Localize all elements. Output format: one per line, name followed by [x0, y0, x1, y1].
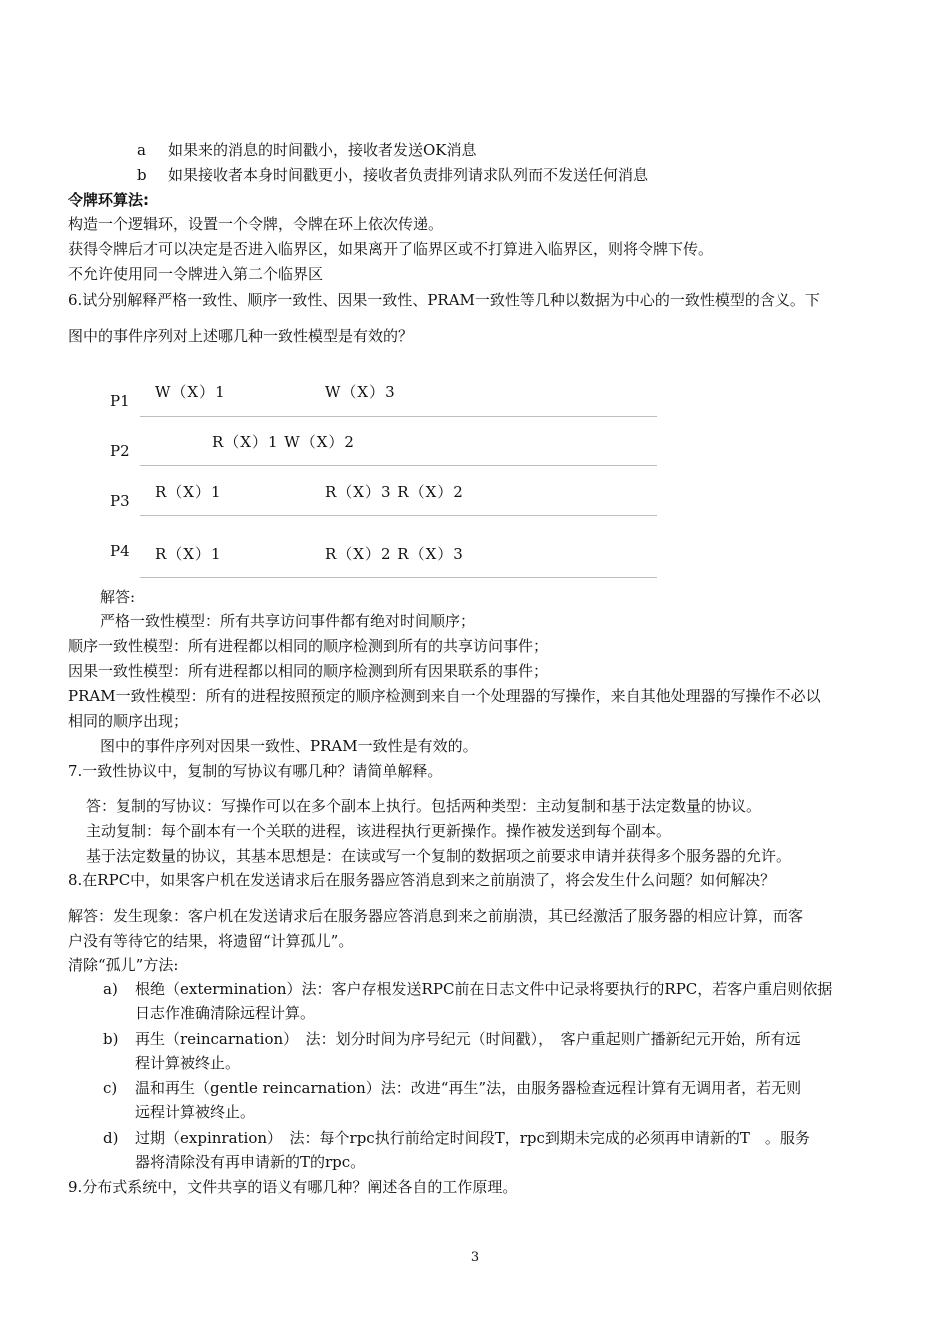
orphan-item-b-marker: b) — [103, 1030, 119, 1048]
p3-event-2: R（X）3 R（X）2 — [325, 483, 464, 501]
process-label-p2: P2 — [110, 442, 130, 460]
p1-event-1: W（X）1 — [155, 383, 226, 401]
p3-timeline — [140, 515, 657, 516]
orphan-item-b-line-2: 程计算被终止。 — [135, 1054, 241, 1072]
token-ring-heading: 令牌环算法: — [68, 191, 149, 209]
q9-question: 9.分布式系统中，文件共享的语义有哪几种？阐述各自的工作原理。 — [68, 1178, 518, 1196]
q7-answer-2: 主动复制：每个副本有一个关联的进程，该进程执行更新操作。操作被发送到每个副本。 — [86, 822, 672, 840]
list-item-a-text: 如果来的消息的时间戳小，接收者发送OK消息 — [168, 141, 477, 159]
q6-question-line-1: 6.试分别解释严格一致性、顺序一致性、因果一致性、PRAM一致性等几种以数据为中心的一致性模型的含义。下 — [68, 291, 820, 309]
q7-answer-1: 答：复制的写协议：写操作可以在多个副本上执行。包括两种类型：主动复制和基于法定数量的协议。 — [86, 797, 762, 815]
list-item-b-text: 如果接收者本身时间戳更小，接收者负责排列请求队列而不发送任何消息 — [168, 166, 649, 184]
token-ring-line-3: 不允许使用同一令牌进入第二个临界区 — [68, 265, 324, 283]
list-marker-a: a — [137, 141, 146, 159]
q6-causal: 因果一致性模型：所有进程都以相同的顺序检测到所有因果联系的事件； — [68, 662, 549, 680]
page-number: 3 — [470, 1250, 480, 1265]
token-ring-line-1: 构造一个逻辑环，设置一个令牌，令牌在环上依次传递。 — [68, 215, 444, 233]
orphan-item-d-line-2: 器将清除没有再申请新的T的rpc。 — [135, 1153, 366, 1171]
orphan-item-c-line-2: 远程计算被终止。 — [135, 1103, 256, 1121]
list-marker-b: b — [137, 166, 147, 184]
q7-answer-3: 基于法定数量的协议，其基本思想是：在读或写一个复制的数据项之前要求申请并获得多个服务器的允许。 — [86, 847, 792, 865]
p1-event-2: W（X）3 — [325, 383, 396, 401]
token-ring-line-2: 获得令牌后才可以决定是否进入临界区，如果离开了临界区或不打算进入临界区，则将令牌下传。 — [68, 240, 714, 258]
p3-event-1: R（X）1 — [155, 483, 222, 501]
orphan-item-a-line-1: 根绝（extermination）法：客户存根发送RPC前在日志文件中记录将要执行的RPC，若客户重启则依据 — [135, 980, 833, 998]
q8-answer-line-2: 户没有等待它的结果，将遗留“计算孤儿”。 — [68, 932, 354, 950]
process-label-p4: P4 — [110, 542, 130, 560]
p4-event-2: R（X）2 R（X）3 — [325, 545, 464, 563]
p1-timeline — [140, 416, 657, 417]
q6-strict: 严格一致性模型：所有共享访问事件都有绝对时间顺序； — [100, 612, 476, 630]
orphan-item-d-line-1: 过期（expinration） 法：每个rpc执行前给定时间段T，rpc到期未完成的必须再申请新的T 。服务 — [135, 1129, 810, 1147]
orphan-item-a-line-2: 日志作准确清除远程计算。 — [135, 1004, 316, 1022]
q7-question: 7.一致性协议中，复制的写协议有哪几种？请简单解释。 — [68, 762, 443, 780]
process-label-p3: P3 — [110, 492, 130, 510]
orphan-item-c-line-1: 温和再生（gentle reincarnation）法：改进“再生”法，由服务器检查远程计算有无调用者，若无则 — [135, 1079, 802, 1097]
orphan-item-a-marker: a) — [103, 980, 118, 998]
q6-question-line-2: 图中的事件序列对上述哪几种一致性模型是有效的？ — [68, 327, 414, 345]
orphan-item-d-marker: d) — [103, 1129, 119, 1147]
q6-answer-label: 解答: — [100, 588, 136, 606]
q6-sequential: 顺序一致性模型：所有进程都以相同的顺序检测到所有的共享访问事件； — [68, 637, 549, 655]
p4-event-1: R（X）1 — [155, 545, 222, 563]
orphan-item-b-line-1: 再生（reincarnation） 法：划分时间为序号纪元（时间戳）， 客户重起则广播新纪元开始，所有远 — [135, 1030, 801, 1048]
p4-timeline — [140, 577, 657, 578]
q8-question: 8.在RPC中，如果客户机在发送请求后在服务器应答消息到来之前崩溃了，将会发生什么问题？如何解决？ — [68, 871, 776, 889]
p2-events: R（X）1 W（X）2 — [212, 433, 355, 451]
orphan-item-c-marker: c) — [103, 1079, 118, 1097]
q8-answer-line-1: 解答：发生现象：客户机在发送请求后在服务器应答消息到来之前崩溃，其已经激活了服务器的相应计算，而客 — [68, 907, 804, 925]
p2-timeline — [140, 465, 657, 466]
q6-conclusion: 图中的事件序列对因果一致性、PRAM一致性是有效的。 — [100, 737, 478, 755]
q6-pram-line-1: PRAM一致性模型：所有的进程按照预定的顺序检测到来自一个处理器的写操作，来自其他处理器的写操作不必以 — [68, 687, 821, 705]
process-label-p1: P1 — [110, 392, 130, 410]
orphan-heading: 清除“孤儿”方法: — [68, 956, 179, 974]
q6-pram-line-2: 相同的顺序出现； — [68, 712, 189, 730]
